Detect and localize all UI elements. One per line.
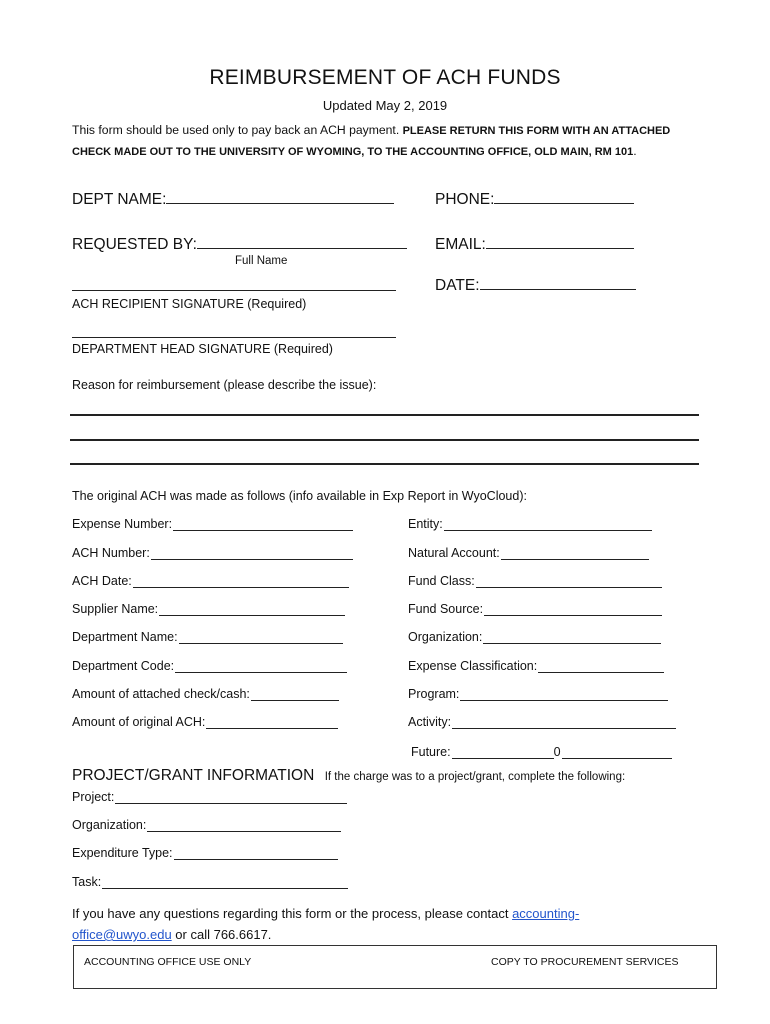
expense-classification-field[interactable] (408, 659, 664, 673)
expense-number-line[interactable] (173, 518, 353, 531)
field-label: Department Name: (72, 630, 178, 644)
fund-class-line[interactable] (476, 575, 662, 588)
phone-field[interactable] (435, 188, 634, 209)
dept-name-label: DEPT NAME: (72, 191, 167, 208)
organization-field[interactable] (408, 630, 661, 644)
field-label: Expense Classification: (408, 659, 538, 673)
ach-date-line[interactable] (133, 575, 349, 588)
field-label: Organization: (72, 818, 147, 832)
fund-class-field[interactable] (408, 574, 662, 588)
ach-number-line[interactable] (151, 547, 353, 560)
field-label: Program: (408, 687, 460, 701)
email-link-part2[interactable]: office@uwyo.edu (72, 927, 172, 942)
office-use-box (73, 945, 717, 989)
full-name-caption: Full Name (235, 255, 288, 267)
dept-name-line[interactable] (166, 188, 394, 204)
supplier-name-line[interactable] (159, 603, 345, 616)
entity-field[interactable] (408, 517, 652, 531)
email-label: EMAIL: (435, 236, 486, 253)
fund-source-field[interactable] (408, 602, 662, 616)
project-organization-field[interactable] (72, 818, 341, 832)
field-label: ACH Date: (72, 574, 132, 588)
field-label: Task: (72, 875, 102, 889)
phone-line[interactable] (494, 188, 634, 204)
date-field[interactable] (435, 274, 636, 295)
reason-label: Reason for reimbursement (please describe the issue): (72, 378, 377, 392)
original-ach-amount-field[interactable] (72, 715, 338, 729)
dept-head-signature-line[interactable] (72, 321, 396, 338)
field-label: Entity: (408, 517, 443, 531)
field-label: Organization: (408, 630, 483, 644)
reason-line-1[interactable] (70, 414, 699, 416)
ach-signature-label: ACH RECIPIENT SIGNATURE (Required) (72, 297, 307, 311)
requested-by-field[interactable] (72, 233, 407, 254)
original-ach-amount-line[interactable] (206, 716, 338, 729)
department-code-line[interactable] (175, 660, 347, 673)
project-field[interactable] (72, 790, 347, 804)
field-label: Fund Source: (408, 602, 484, 616)
expense-classification-line[interactable] (538, 660, 664, 673)
activity-line[interactable] (452, 716, 676, 729)
copy-to-label: COPY TO PROCUREMENT SERVICES (491, 956, 679, 968)
dept-name-field[interactable] (72, 188, 394, 209)
future-label: Future: (411, 745, 451, 759)
requested-by-label: REQUESTED BY: (72, 236, 197, 253)
future-value: 0 (553, 745, 561, 759)
natural-account-field[interactable] (408, 546, 649, 560)
project-line[interactable] (115, 791, 347, 804)
attached-check-field[interactable] (72, 687, 339, 701)
field-label: Amount of attached check/cash: (72, 687, 250, 701)
ach-date-field[interactable] (72, 574, 349, 588)
attached-check-line[interactable] (251, 688, 339, 701)
natural-account-line[interactable] (501, 547, 649, 560)
program-field[interactable] (408, 687, 668, 701)
task-line[interactable] (102, 876, 348, 889)
expense-number-field[interactable] (72, 517, 353, 531)
project-note: If the charge was to a project/grant, complete the following: (324, 771, 626, 783)
requested-by-line[interactable] (197, 233, 407, 249)
date-line[interactable] (480, 274, 636, 290)
field-label: Project: (72, 790, 115, 804)
call-text: or call 766.6617. (171, 927, 272, 942)
field-label: ACH Number: (72, 546, 150, 560)
email-line[interactable] (486, 233, 634, 249)
department-code-field[interactable] (72, 659, 347, 673)
email-field[interactable] (435, 233, 634, 254)
task-field[interactable] (72, 875, 348, 889)
project-section-header (72, 767, 625, 785)
expenditure-type-line[interactable] (174, 847, 338, 860)
updated-date: Updated May 2, 2019 (322, 98, 448, 113)
field-label: Expense Number: (72, 517, 173, 531)
program-line[interactable] (460, 688, 668, 701)
form-title: REIMBURSEMENT OF ACH FUNDS (209, 66, 561, 89)
field-label: Fund Class: (408, 574, 475, 588)
department-name-line[interactable] (179, 631, 343, 644)
field-label: Supplier Name: (72, 602, 159, 616)
future-line-left[interactable] (452, 746, 554, 759)
supplier-name-field[interactable] (72, 602, 345, 616)
expenditure-type-field[interactable] (72, 846, 338, 860)
office-use-label: ACCOUNTING OFFICE USE ONLY (84, 956, 252, 968)
ach-number-field[interactable] (72, 546, 353, 560)
date-label: DATE: (435, 277, 480, 294)
dept-head-signature-label: DEPARTMENT HEAD SIGNATURE (Required) (72, 342, 333, 356)
entity-line[interactable] (444, 518, 652, 531)
activity-field[interactable] (408, 715, 676, 729)
field-label: Expenditure Type: (72, 846, 173, 860)
intro-paragraph (72, 120, 712, 162)
department-name-field[interactable] (72, 630, 343, 644)
reason-line-2[interactable] (70, 439, 699, 441)
email-link-part1[interactable]: accounting- (512, 906, 580, 921)
project-organization-line[interactable] (147, 819, 341, 832)
organization-line[interactable] (483, 631, 661, 644)
phone-label: PHONE: (435, 191, 495, 208)
project-heading: PROJECT/GRANT INFORMATION (72, 767, 315, 784)
questions-plain: If you have any questions regarding this form or the process, please contact (72, 906, 513, 921)
field-label: Activity: (408, 715, 452, 729)
field-label: Department Code: (72, 659, 175, 673)
original-ach-heading: The original ACH was made as follows (info available in Exp Report in WyoCloud): (72, 489, 527, 503)
intro-end: . (633, 144, 637, 158)
questions-text (72, 903, 579, 945)
fund-source-line[interactable] (484, 603, 662, 616)
field-label: Natural Account: (408, 546, 500, 560)
future-line-right[interactable] (562, 746, 672, 759)
future-field[interactable] (411, 745, 672, 759)
intro-bold-text: PLEASE RETURN THIS FORM WITH AN ATTACHED CHECK MADE OUT TO THE UNIVERSITY OF WYOMING, TO THE ACCOUNTING OFFICE, OLD MAIN, RM 101 (72, 125, 671, 158)
field-label: Amount of original ACH: (72, 715, 206, 729)
ach-signature-line[interactable] (72, 274, 396, 291)
reason-line-3[interactable] (70, 463, 699, 465)
intro-plain-text: This form should be used only to pay back an ACH payment. (72, 123, 403, 137)
